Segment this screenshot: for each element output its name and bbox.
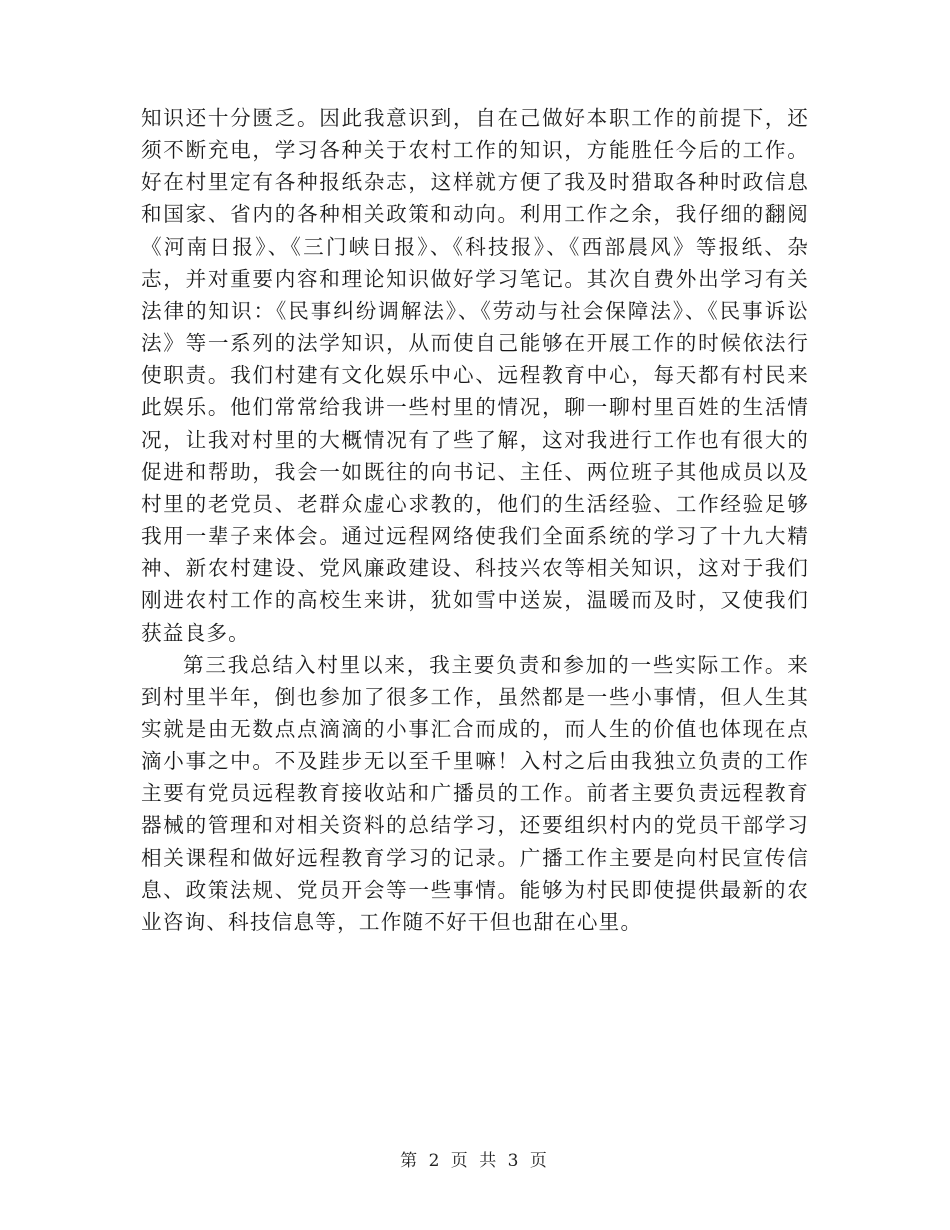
page-footer: 第 2 页 共 3 页 xyxy=(400,1151,550,1171)
paragraph-third-point: 第三我总结入村里以来，我主要负责和参加的一些实际工作。来到村里半年，倒也参加了很多工作，虽然都是一些小事情，但人生其实就是由无数点点滴滴的小事汇合而成的，而人生的价值也体现在点滴小事之中。不及跬步无以至千里嘛！入村之后由我独立负责的工作主要有党员远程教育接收站和广播员的工作。前者主要负责远程教育器械的管理和对相关资料的总结学习，还要组织村内的党员干部学习相关课程和做好远程教育学习的记录。广播工作主要是向村民宣传信息、政策法规、党员开会等一些事情。能够为村民即使提供最新的农业咨询、科技信息等，工作随不好干但也甜在心里。 xyxy=(141,652,809,934)
paragraph-continuation: 知识还十分匮乏。因此我意识到，自在己做好本职工作的前提下，还须不断充电，学习各种关于农村工作的知识，方能胜任今后的工作。好在村里定有各种报纸杂志，这样就方便了我及时猎取各种时政信息和国家、省内的各种相关政策和动向。利用工作之余，我仔细的翻阅《河南日报》、《三门峡日报》、《科技报》、《西部晨风》等报纸、杂志，并对重要内容和理论知识做好学习笔记。其次自费外出学习有关法律的知识：《民事纠纷调解法》、《劳动与社会保障法》、《民事诉讼法》等一系列的法学知识，从而使自己能够在开展工作的时候依法行使职责。我们村建有文化娱乐中心、远程教育中心，每天都有村民来此娱乐。他们常常给我讲一些村里的情况，聊一聊村里百姓的生活情况，让我对村里的大概情况有了些了解，这对我进行工作也有很大的促进和帮助，我会一如既往的向书记、主任、两位班子其他成员以及村里的老党员、老群众虚心求教的，他们的生活经验、工作经验足够我用一辈子来体会。通过远程网络使我们全面系统的学习了十九大精神、新农村建设、党风廉政建设、科技兴农等相关知识，这对于我们刚进农村工作的高校生来讲，犹如雪中送炭，温暖而及时，又使我们获益良多。 xyxy=(141,106,809,645)
document-body xyxy=(141,102,809,938)
